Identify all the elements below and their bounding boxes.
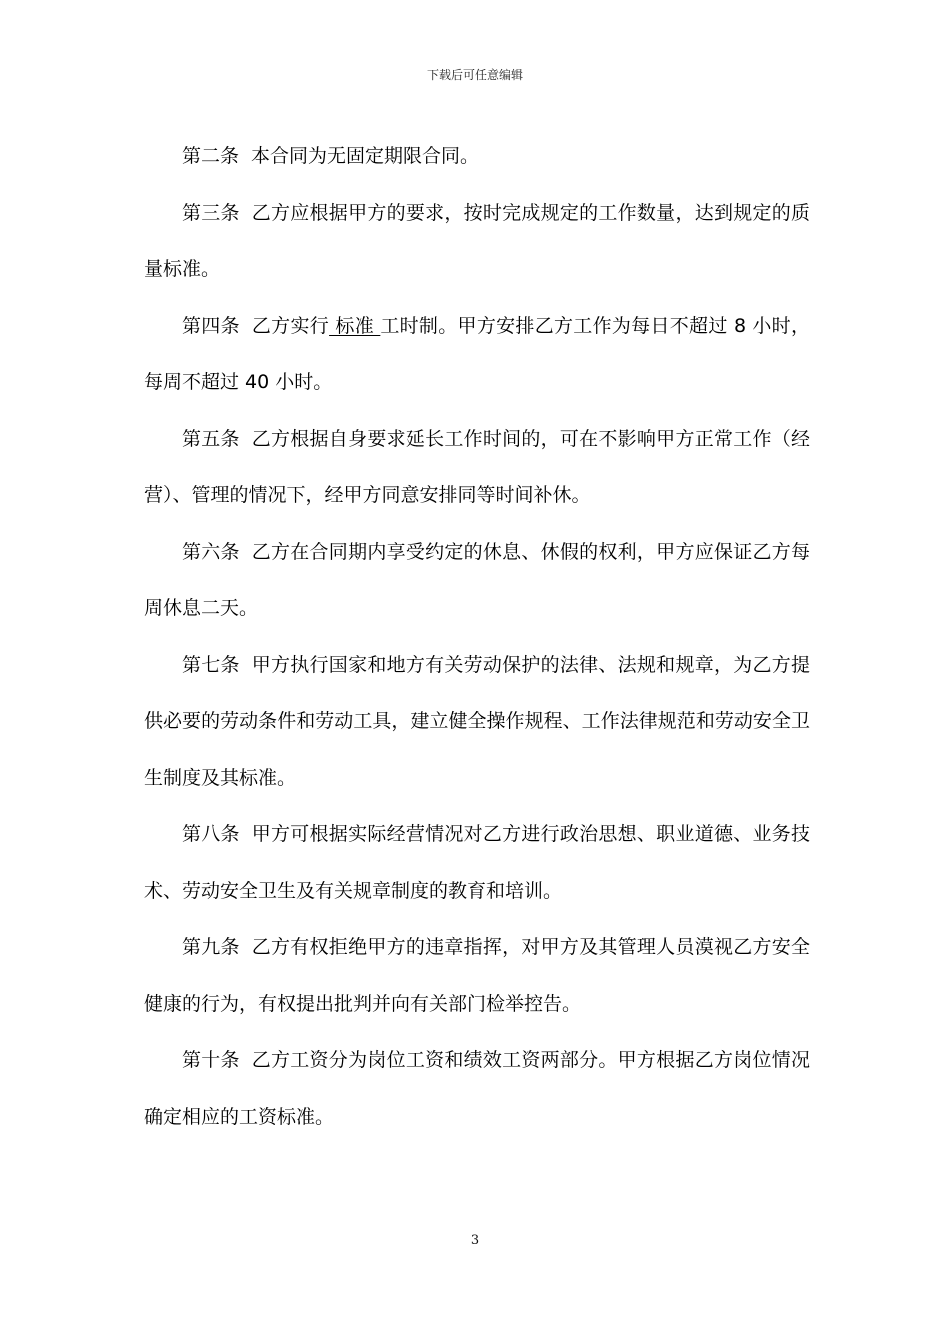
article-number: 第七条 bbox=[182, 653, 240, 676]
article-number: 第六条 bbox=[182, 540, 240, 563]
article-text-after: 工时制。甲方安排乙方工作为每日不超过 8 小时，每周不超过 40 小时。 bbox=[144, 314, 810, 393]
article-text: 乙方在合同期内享受约定的休息、休假的权利，甲方应保证乙方每周休息二天。 bbox=[144, 540, 810, 619]
article-5 bbox=[144, 411, 810, 524]
article-4 bbox=[144, 298, 810, 411]
article-number: 第四条 bbox=[182, 314, 240, 337]
article-10 bbox=[144, 1032, 810, 1145]
article-text-before: 乙方实行 bbox=[251, 314, 330, 337]
article-2 bbox=[144, 128, 810, 185]
page-number: 3 bbox=[470, 1233, 480, 1248]
contract-body bbox=[144, 128, 810, 1145]
article-text: 甲方可根据实际经营情况对乙方进行政治思想、职业道德、业务技术、劳动安全卫生及有关规章制度的教育和培训。 bbox=[144, 823, 810, 902]
header-note: 下载后可任意编辑 bbox=[426, 68, 523, 82]
article-6 bbox=[144, 524, 810, 637]
article-number: 第三条 bbox=[182, 201, 240, 224]
article-text: 本合同为无固定期限合同。 bbox=[251, 145, 480, 167]
article-number: 第十条 bbox=[182, 1049, 240, 1071]
article-number: 第五条 bbox=[182, 427, 240, 450]
work-hour-system-blank: 标准 bbox=[329, 314, 381, 337]
article-text: 乙方根据自身要求延长工作时间的，可在不影响甲方正常工作（经营）、管理的情况下，经甲方同意安排同等时间补休。 bbox=[144, 427, 810, 506]
article-text: 乙方应根据甲方的要求，按时完成规定的工作数量，达到规定的质量标准。 bbox=[144, 201, 810, 280]
article-9 bbox=[144, 919, 810, 1032]
article-number: 第八条 bbox=[182, 823, 240, 845]
article-3 bbox=[144, 185, 810, 298]
article-text: 乙方工资分为岗位工资和绩效工资两部分。甲方根据乙方岗位情况确定相应的工资标准。 bbox=[144, 1049, 810, 1128]
article-number: 第二条 bbox=[182, 145, 240, 167]
article-7 bbox=[144, 637, 810, 807]
article-8 bbox=[144, 806, 810, 919]
article-text: 甲方执行国家和地方有关劳动保护的法律、法规和规章，为乙方提供必要的劳动条件和劳动工具，建立健全操作规程、工作法律规范和劳动安全卫生制度及其标准。 bbox=[144, 653, 810, 789]
article-number: 第九条 bbox=[182, 936, 240, 958]
article-text: 乙方有权拒绝甲方的违章指挥，对甲方及其管理人员漠视乙方安全健康的行为，有权提出批判并向有关部门检举控告。 bbox=[144, 936, 810, 1015]
